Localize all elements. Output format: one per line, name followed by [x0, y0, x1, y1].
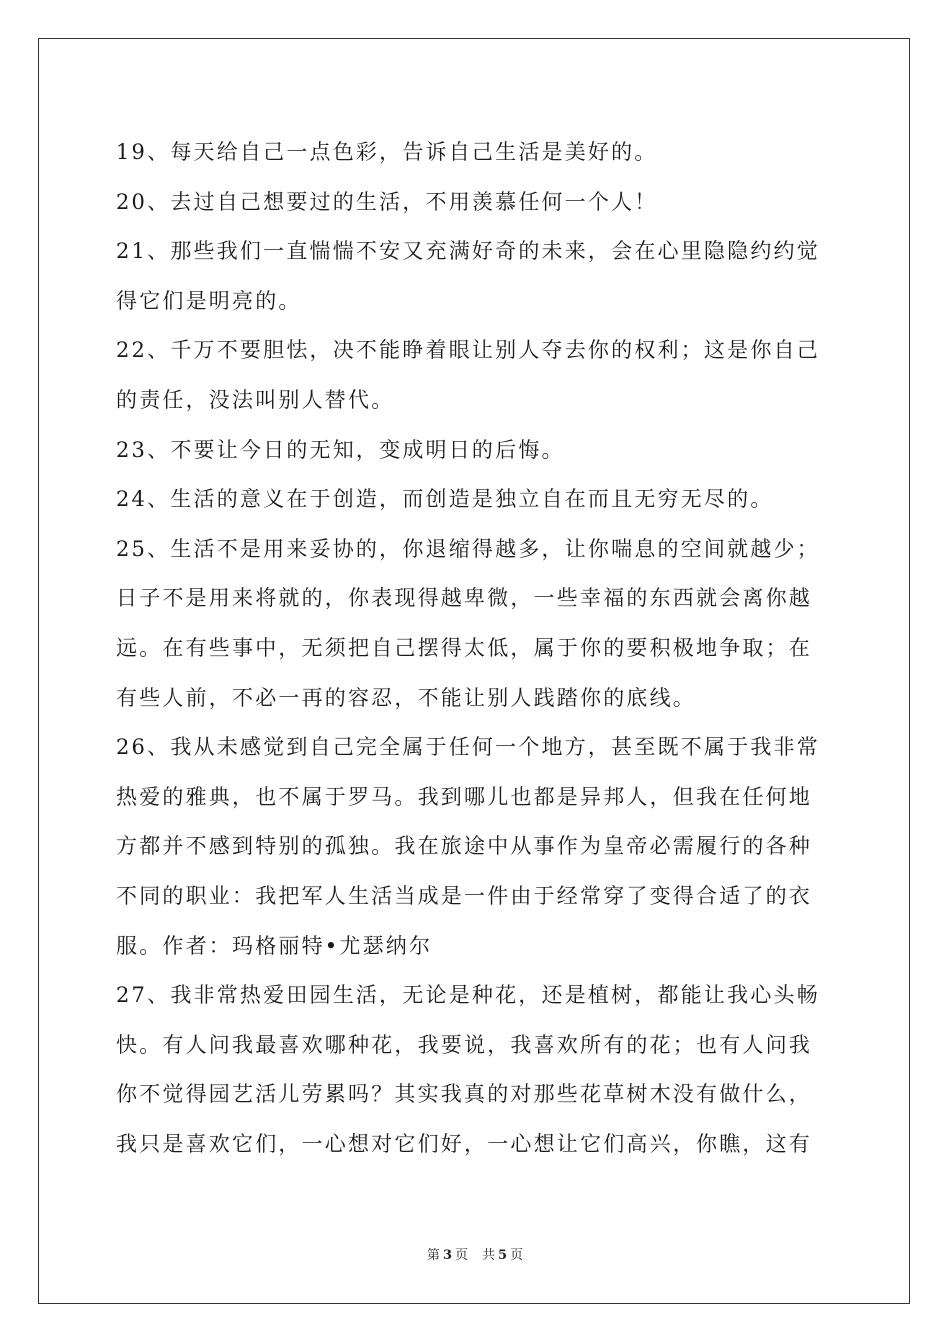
text-line: 不同的职业：我把军人生活当成是一件由于经常穿了变得合适了的衣: [116, 883, 812, 908]
page-suffix: 页: [454, 1248, 468, 1263]
text-line: 有些人前，不必一再的容忍，不能让别人践踏你的底线。: [116, 685, 696, 710]
total-prefix: 共: [482, 1248, 496, 1263]
text-line: 服。作者：玛格丽特•尤瑟纳尔: [116, 933, 433, 958]
text-line: 日子不是用来将就的，你表现得越卑微，一些幸福的东西就会离你越: [116, 586, 812, 611]
text-line: 24、生活的意义在于创造，而创造是独立自在而且无穷无尽的。: [116, 487, 774, 512]
text-line: 远。在有些事中，无须把自己摆得太低，属于你的要积极地争取；在: [116, 635, 812, 660]
text-line: 方都并不感到特别的孤独。我在旅途中从事作为皇帝必需履行的各种: [116, 834, 812, 859]
text-line: 快。有人问我最喜欢哪种花，我要说，我喜欢所有的花；也有人问我: [116, 1032, 812, 1057]
page-footer: [0, 1244, 950, 1263]
text-line: 得它们是明亮的。: [116, 288, 302, 313]
text-line: 的责任，没法叫别人替代。: [116, 387, 395, 412]
text-line: 23、不要让今日的无知，变成明日的后悔。: [116, 437, 565, 462]
text-line: 我只是喜欢它们，一心想对它们好，一心想让它们高兴，你瞧，这有: [116, 1131, 812, 1156]
text-line: 19、每天给自己一点色彩，告诉自己生活是美好的。: [116, 140, 658, 164]
text-line: 26、我从未感觉到自己完全属于任何一个地方，甚至既不属于我非常: [116, 735, 820, 760]
text-line: 20、去过自己想要过的生活，不用羡慕任何一个人！: [116, 189, 658, 214]
page-prefix: 第: [426, 1248, 440, 1263]
document-body: [116, 128, 836, 1169]
text-line: 25、生活不是用来妥协的，你退缩得越多，让你喘息的空间就越少；: [116, 536, 820, 561]
text-line: 21、那些我们一直惴惴不安又充满好奇的未来，会在心里隐隐约约觉: [116, 239, 820, 264]
text-line: 27、我非常热爱田园生活，无论是种花，还是植树，都能让我心头畅: [116, 983, 820, 1008]
text-line: 热爱的雅典，也不属于罗马。我到哪儿也都是异邦人，但我在任何地: [116, 784, 812, 809]
text-line: 你不觉得园艺活儿劳累吗？其实我真的对那些花草树木没有做什么，: [116, 1082, 812, 1107]
text-line: 22、千万不要胆怯，决不能睁着眼让别人夺去你的权利；这是你自己: [116, 338, 820, 363]
total-pages: 5: [498, 1248, 508, 1263]
total-suffix: 页: [510, 1248, 524, 1263]
page-number: 3: [442, 1248, 452, 1263]
